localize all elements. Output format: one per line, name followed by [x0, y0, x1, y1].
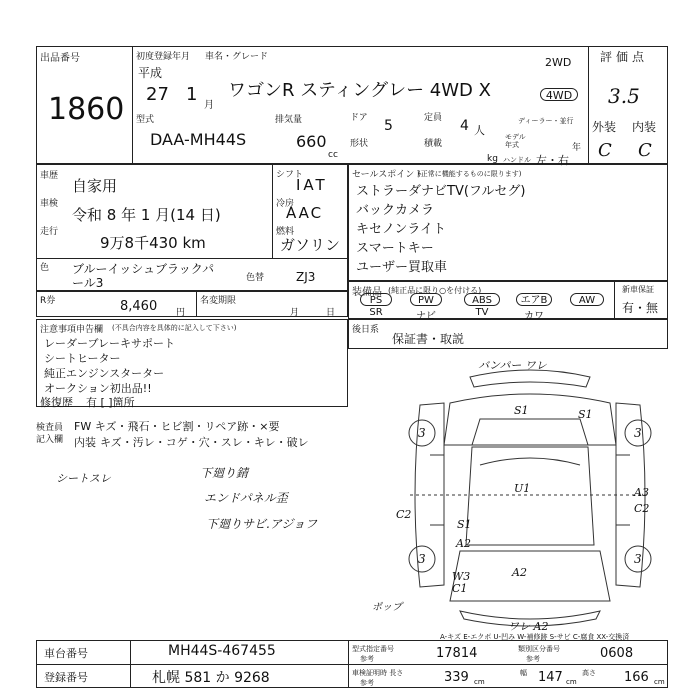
ref-label-2: 参考: [526, 655, 540, 663]
sales-point: ユーザー買取車: [356, 260, 448, 275]
sales-point: キセノンライト: [356, 222, 446, 237]
color-line-1: ブルーイッシュブラックパ: [72, 262, 215, 276]
notes-list: [44, 336, 175, 396]
recycle-unit: 円: [176, 308, 186, 318]
diag-c1: C1: [452, 582, 468, 595]
ref-label-1: 参考: [360, 655, 374, 663]
equip-airbag: エアB: [516, 293, 552, 306]
diag-a2-left: A2: [456, 537, 471, 550]
frame-label: 車台番号: [44, 647, 88, 660]
diag-pop: ポップ: [372, 602, 402, 613]
diag-a2-rear: A2: [512, 566, 527, 579]
diag-a3: A3: [634, 486, 649, 499]
diag-u1: U1: [514, 482, 531, 495]
repair-value: 有 [ ]箇所: [86, 396, 135, 409]
car-damage-diagram: [390, 355, 670, 645]
ref-label-3: 参考: [360, 679, 374, 687]
equip-sr: SR: [369, 307, 383, 318]
tire-front-right: 3: [634, 426, 642, 440]
diag-w3: W3: [452, 570, 471, 583]
new-car-value: 有・無: [622, 301, 659, 315]
diagram-legend: A-キズ E-エクボ U-凹み W-補修跡 S-サビ C-腐食 XX-交換済: [440, 633, 630, 641]
load-label: 積載: [424, 139, 443, 149]
doors: 5: [384, 118, 393, 134]
width-unit: cm: [566, 678, 577, 686]
cc-unit: cc: [328, 150, 338, 160]
equip-navi: ナビ: [416, 311, 436, 322]
height-label: 高さ: [582, 669, 596, 677]
plate-label: 登録番号: [44, 671, 88, 684]
diag-s1-top: S1: [514, 404, 529, 417]
notes-label: 注意事項申告欄: [40, 325, 104, 335]
mileage-label: 走行: [40, 227, 59, 237]
inspector-line-2: キズ・汚レ・コゲ・穴・スレ・キレ・破レ: [100, 436, 309, 449]
ac-value: AAC: [286, 204, 324, 222]
history-value: 自家用: [72, 177, 118, 195]
year-unit: 年: [572, 143, 582, 153]
door-label: ドア: [350, 113, 368, 123]
equipment-label: 装備品: [352, 287, 382, 298]
recycle-label: R券: [40, 296, 56, 306]
tire-front-left: 3: [418, 426, 426, 440]
inspector-label-1: 検査員: [36, 423, 64, 433]
inspection-label: 車検: [40, 199, 59, 209]
handle-value: 左・右: [536, 154, 569, 167]
post-value: 保証書・取説: [392, 332, 465, 346]
inspector-interior-prefix: 内装: [74, 436, 96, 449]
sales-point: スマートキー: [356, 241, 434, 256]
shift-label: シフト: [276, 170, 304, 180]
inspector-line-1: FW キズ・飛石・ヒビ割・リペア跡・×要: [74, 420, 280, 433]
drive-4wd: 4WD: [540, 88, 578, 101]
sales-point: ストラーダナビTV(フルセグ): [356, 184, 526, 199]
equip-aw: AW: [570, 293, 604, 306]
memo-under: 下廻り錆: [200, 466, 249, 480]
plate-value: 札幌 581 か 9268: [152, 670, 270, 686]
dealer-label: ディーラー・並行: [518, 117, 574, 125]
cert-value: 17814: [436, 646, 478, 661]
color-line-2: ール3: [72, 276, 104, 290]
tire-rear-left: 3: [418, 552, 426, 566]
equip-pw: PW: [410, 293, 442, 306]
color-no: ZJ3: [296, 270, 316, 284]
model-code: DAA-MH44S: [150, 130, 247, 149]
sales-points-label: セールスポイント: [352, 170, 424, 180]
recycle-frame: [36, 291, 348, 317]
length-unit: cm: [474, 678, 485, 686]
diag-bumper: バンパー ワレ: [478, 359, 547, 372]
sales-points-note: (正常に機能するものに限ります): [418, 170, 522, 178]
registration-label: 初度登録年月: [136, 52, 191, 62]
lot-label: 出品番号: [40, 53, 80, 64]
equip-abs: ABS: [464, 293, 500, 306]
sales-points-list: [356, 182, 525, 277]
cert-label: 型式指定番号: [352, 645, 394, 653]
history-label: 車歴: [40, 171, 59, 181]
capacity-unit: 人: [474, 124, 485, 137]
note-item: 純正エンジンスターター: [44, 367, 165, 380]
frame-value: MH44S-467455: [168, 643, 276, 659]
memo-rust: 下廻りサビ.アジョフ: [206, 517, 318, 531]
shape-label: 形状: [350, 139, 369, 149]
reg-year: 27: [146, 84, 169, 105]
equip-tv: TV: [475, 307, 489, 318]
era: 平成: [138, 66, 163, 80]
fuel-value: ガソリン: [280, 236, 341, 254]
recycle-value: 8,460: [120, 299, 158, 314]
handle-label: ハンドル: [503, 156, 531, 164]
displacement-label: 排気量: [275, 115, 303, 125]
class-label: 類別区分番号: [518, 645, 560, 653]
mileage-value: 9万8千430 km: [100, 234, 206, 252]
load-unit: kg: [487, 154, 498, 164]
exterior-label: 外装: [592, 120, 617, 134]
color-no-label: 色替: [246, 273, 265, 283]
name-change-day: 日: [326, 308, 336, 318]
ac-label: 冷房: [276, 199, 295, 209]
lot-number: 1860: [48, 92, 125, 127]
score-label: 評価点: [600, 50, 649, 64]
name-change-month: 月: [290, 308, 300, 318]
month-unit: 月: [204, 100, 214, 111]
note-item: シートヒーター: [44, 352, 121, 365]
post-label: 後日系: [352, 325, 380, 335]
equipment-note: (純正品に限り○を付ける): [388, 286, 482, 295]
inspection-value: 令和 8 年 1 月(14 日): [72, 206, 221, 224]
model-year-label: モデル年式: [505, 133, 526, 149]
drive-2wd: 2WD: [545, 56, 572, 69]
diag-c2-left: C2: [396, 508, 412, 521]
score: 3.5: [608, 84, 640, 108]
capacity: 4: [460, 118, 469, 134]
width-label: 幅: [520, 669, 527, 677]
fuel-label: 燃料: [276, 227, 295, 237]
car-name: ワゴンR スティングレー 4WD X: [228, 80, 491, 101]
tire-rear-right: 3: [634, 552, 642, 566]
diag-s1-left: S1: [457, 518, 472, 531]
equip-ps: PS: [360, 293, 392, 306]
sales-point: バックカメラ: [356, 203, 435, 218]
repair-label: 修復歴: [40, 396, 73, 409]
note-item: オークション初出品!!: [44, 382, 152, 395]
inspector-label-2: 記入欄: [36, 435, 64, 445]
displacement: 660: [296, 132, 327, 151]
width-value: 147: [538, 670, 563, 685]
shift-value: IAT: [296, 176, 328, 194]
size-label: 車検証明時 長さ: [352, 669, 404, 677]
equip-leather: カワ: [524, 311, 544, 322]
length-value: 339: [444, 670, 469, 685]
diag-s1-side: S1: [578, 408, 593, 421]
height-unit: cm: [654, 678, 665, 686]
memo-endpanel: エンドパネル歪: [204, 491, 288, 505]
memo-seat: シートスレ: [56, 472, 111, 485]
model-label: 型式: [136, 115, 155, 125]
color-label: 色: [40, 263, 50, 273]
name-change-label: 名変期限: [200, 296, 237, 306]
interior-grade: C: [638, 140, 652, 161]
new-car-label: 新車保証: [622, 285, 654, 294]
note-item: レーダーブレーキサポート: [44, 337, 176, 350]
exterior-grade: C: [598, 140, 612, 161]
height-value: 166: [624, 670, 649, 685]
reg-month: 1: [186, 84, 198, 105]
notes-note: (不具合内容を具体的に記入して下さい): [112, 324, 237, 332]
interior-label: 内装: [632, 120, 657, 134]
diag-bottom: ワレ A2: [508, 620, 549, 633]
capacity-label: 定員: [424, 113, 443, 123]
diag-c2-right: C2: [634, 502, 650, 515]
car-name-label: 車名・グレード: [205, 52, 269, 62]
class-value: 0608: [600, 646, 634, 661]
